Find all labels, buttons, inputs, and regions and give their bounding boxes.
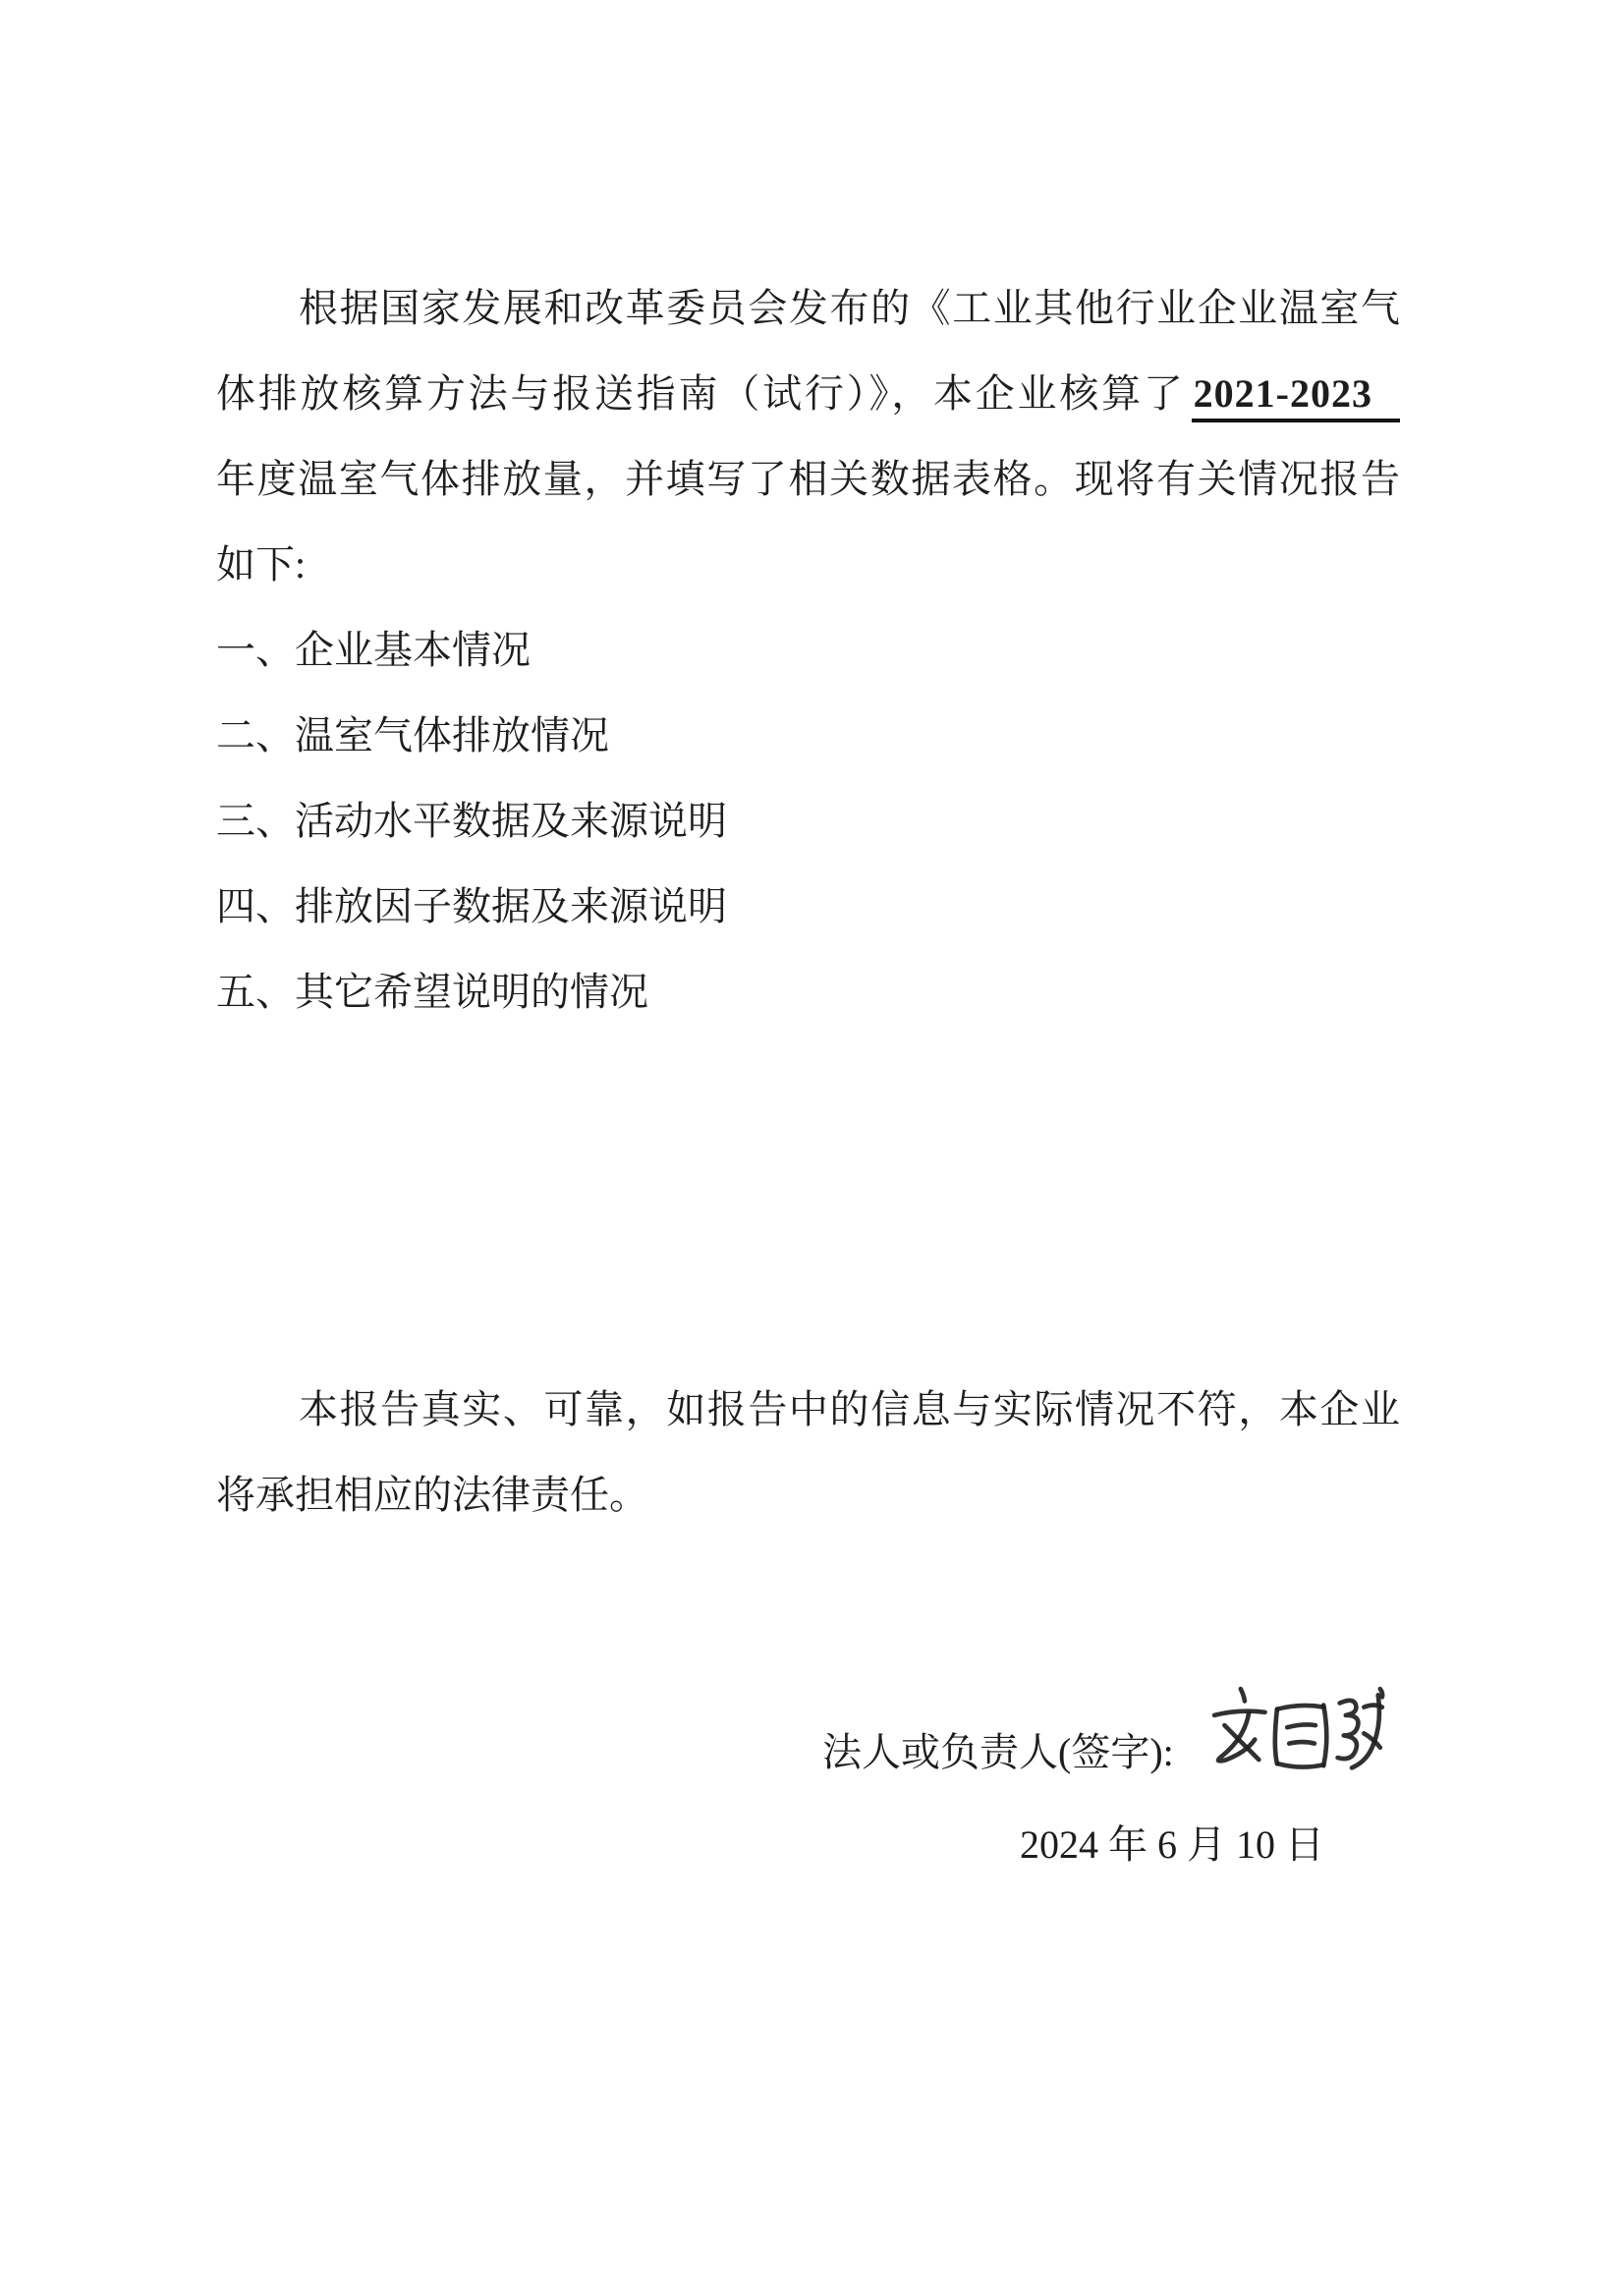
signature-label: 法人或负责人(签字): <box>822 1730 1174 1774</box>
toc-item-3: 三、活动水平数据及来源说明 <box>216 799 727 843</box>
intro-line-4: 如下: <box>216 542 307 587</box>
toc-item-5: 五、其它希望说明的情况 <box>216 970 648 1014</box>
report-body <box>216 265 1400 1887</box>
declaration-line-1: 本报告真实、可靠，如报告中的信息与实际情况不符，本企业 <box>299 1387 1400 1431</box>
handwritten-signature <box>1210 1685 1387 1791</box>
report-years-underlined: 2021-2023 <box>1192 371 1400 422</box>
toc-item-1: 一、企业基本情况 <box>216 628 531 672</box>
intro-line-1: 根据国家发展和改革委员会发布的《工业其他行业企业温室气 <box>299 286 1400 330</box>
toc-item-4: 四、排放因子数据及来源说明 <box>216 884 727 928</box>
intro-line-2-text: 体排放核算方法与报送指南（试行）》，本企业核算了 <box>216 371 1186 416</box>
declaration-line-2: 将承担相应的法律责任。 <box>216 1473 648 1517</box>
intro-line-3: 年度温室气体排放量，并填写了相关数据表格。现将有关情况报告 <box>216 457 1400 501</box>
date-line: 2024 年 6 月 10 日 <box>1020 1822 1324 1867</box>
toc-item-2: 二、温室气体排放情况 <box>216 713 609 757</box>
intro-line-2 <box>216 351 1400 436</box>
